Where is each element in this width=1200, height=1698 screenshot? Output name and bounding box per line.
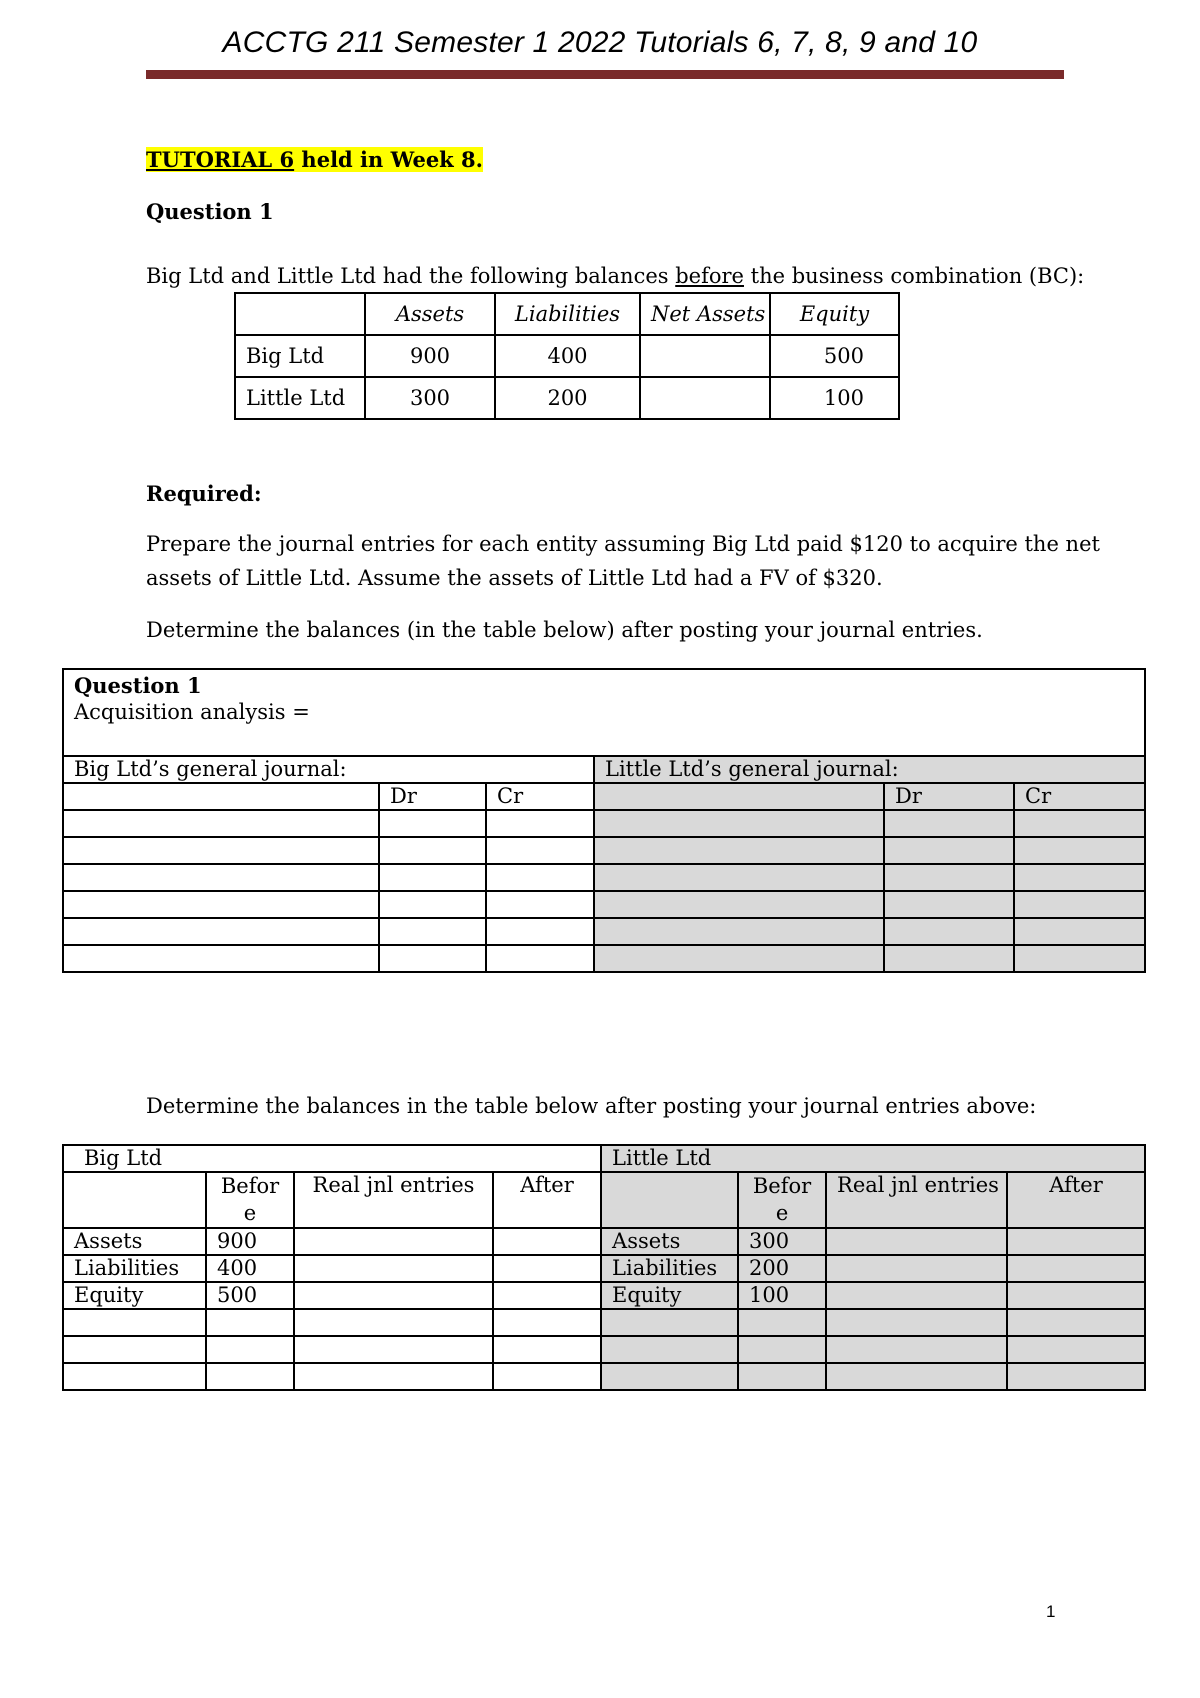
table-cell[interactable] (738, 1336, 826, 1363)
table-cell: Little Ltd (235, 377, 365, 419)
big-real-header: Real jnl entries (294, 1172, 493, 1228)
big-cr-header: Cr (486, 783, 594, 810)
table-cell[interactable] (594, 810, 884, 837)
table-cell[interactable] (493, 1228, 601, 1255)
table-cell[interactable] (1014, 837, 1145, 864)
table-cell[interactable] (294, 1336, 493, 1363)
big-journal-label: Big Ltd’s general journal: (63, 756, 594, 783)
table-cell[interactable] (379, 837, 486, 864)
page-number: 1 (1046, 1602, 1056, 1621)
big-ltd-label: Big Ltd (63, 1145, 601, 1172)
table-cell[interactable] (379, 945, 486, 972)
table-cell[interactable] (884, 918, 1014, 945)
table-cell[interactable] (738, 1309, 826, 1336)
table-cell[interactable] (826, 1228, 1007, 1255)
little-journal-label: Little Ltd’s general journal: (594, 756, 1145, 783)
table-cell: 900 (206, 1228, 294, 1255)
balances-before-table (234, 292, 900, 420)
table-cell: Equity (601, 1282, 738, 1309)
table-cell[interactable] (63, 918, 379, 945)
table-row (63, 891, 1145, 918)
table-cell[interactable] (826, 1336, 1007, 1363)
table-cell[interactable] (379, 918, 486, 945)
table-cell (63, 1172, 206, 1228)
table-cell[interactable] (294, 1255, 493, 1282)
table-cell[interactable] (63, 783, 379, 810)
journal-header-row (63, 783, 1145, 810)
table-cell[interactable] (884, 837, 1014, 864)
table-cell: Assets (63, 1228, 206, 1255)
table-header-row (235, 293, 899, 335)
table-row (63, 1255, 1145, 1282)
big-after-header: After (493, 1172, 601, 1228)
table-cell[interactable] (63, 1363, 206, 1390)
table-cell[interactable] (493, 1282, 601, 1309)
table-cell[interactable] (493, 1336, 601, 1363)
table-header-cell: Equity (770, 293, 899, 335)
header-rule (146, 70, 1064, 79)
table-cell[interactable] (206, 1309, 294, 1336)
journal-label-row (63, 756, 1145, 783)
table-cell[interactable] (1007, 1228, 1145, 1255)
table-row (63, 864, 1145, 891)
table-cell[interactable] (594, 837, 884, 864)
table-cell[interactable] (1007, 1336, 1145, 1363)
little-cr-header: Cr (1014, 783, 1145, 810)
table-cell[interactable] (294, 1363, 493, 1390)
table-cell: 900 (365, 335, 495, 377)
journal-question-heading: Question 1 (74, 673, 202, 698)
table-cell[interactable] (738, 1363, 826, 1390)
table-cell[interactable] (294, 1282, 493, 1309)
table-cell: 300 (365, 377, 495, 419)
required-line-3: Determine the balances (in the table below) after posting your journal entries. (146, 618, 983, 642)
table-cell: Liabilities (63, 1255, 206, 1282)
table-cell[interactable] (206, 1336, 294, 1363)
balances-after-intro: Determine the balances in the table below after posting your journal entries above: (146, 1094, 1037, 1118)
journal-table (62, 668, 1146, 973)
table-cell[interactable] (594, 783, 884, 810)
little-dr-header: Dr (884, 783, 1014, 810)
required-line-2: assets of Little Ltd. Assume the assets of Little Ltd had a FV of $320. (146, 566, 883, 590)
table-cell[interactable] (486, 810, 594, 837)
table-cell[interactable] (63, 945, 379, 972)
table-cell[interactable] (884, 864, 1014, 891)
table-row (63, 1309, 1145, 1336)
table-cell[interactable] (63, 810, 379, 837)
table-cell[interactable] (1007, 1282, 1145, 1309)
table-cell[interactable] (486, 945, 594, 972)
table-cell[interactable] (486, 918, 594, 945)
table-cell (601, 1172, 738, 1228)
table-cell: 300 (738, 1228, 826, 1255)
table-cell[interactable] (594, 891, 884, 918)
table-cell[interactable] (486, 891, 594, 918)
question-intro-pre: Big Ltd and Little Ltd had the following balances (146, 264, 676, 288)
table-cell[interactable] (63, 864, 379, 891)
table-header-cell: Assets (365, 293, 495, 335)
table-row (63, 837, 1145, 864)
table-cell: Equity (63, 1282, 206, 1309)
table-cell: 100 (770, 377, 899, 419)
table-row (63, 1282, 1145, 1309)
table-cell[interactable] (826, 1309, 1007, 1336)
table-cell[interactable] (63, 1309, 206, 1336)
table-cell: Liabilities (601, 1255, 738, 1282)
table-cell[interactable] (884, 810, 1014, 837)
table-cell[interactable] (63, 1336, 206, 1363)
table-cell[interactable] (1007, 1309, 1145, 1336)
tutorial-rest: held in Week 8. (294, 147, 483, 172)
table-row (63, 810, 1145, 837)
journal-title-row (63, 669, 1145, 756)
big-dr-header: Dr (379, 783, 486, 810)
table-cell[interactable] (206, 1363, 294, 1390)
table-cell[interactable] (1014, 918, 1145, 945)
table-cell[interactable] (379, 864, 486, 891)
table-row (63, 918, 1145, 945)
table-cell: 100 (738, 1282, 826, 1309)
table-cell[interactable] (379, 891, 486, 918)
table-cell[interactable] (826, 1255, 1007, 1282)
table-header-cell: Liabilities (495, 293, 640, 335)
table-cell: 500 (206, 1282, 294, 1309)
table-cell: 400 (495, 335, 640, 377)
table-row (63, 1228, 1145, 1255)
table-cell: 200 (738, 1255, 826, 1282)
balances-header-row (63, 1172, 1145, 1228)
table-cell[interactable] (486, 837, 594, 864)
table-cell (640, 335, 770, 377)
table-cell[interactable] (594, 918, 884, 945)
table-row (63, 1363, 1145, 1390)
table-cell[interactable] (826, 1282, 1007, 1309)
table-cell[interactable] (1007, 1255, 1145, 1282)
table-cell[interactable] (486, 864, 594, 891)
table-cell[interactable] (884, 891, 1014, 918)
table-cell: Big Ltd (235, 335, 365, 377)
table-cell[interactable] (294, 1309, 493, 1336)
question-intro (146, 262, 1084, 290)
little-before-header: Befor e (738, 1172, 826, 1228)
table-cell[interactable] (601, 1363, 738, 1390)
table-cell[interactable] (1007, 1363, 1145, 1390)
required-line-1: Prepare the journal entries for each entity assuming Big Ltd paid $120 to acquire the net (146, 532, 1100, 556)
journal-title-cell (63, 669, 1145, 756)
table-cell[interactable] (594, 864, 884, 891)
page-header-title: ACCTG 211 Semester 1 2022 Tutorials 6, 7, 8, 9 and 10 (222, 26, 978, 59)
table-cell[interactable] (493, 1255, 601, 1282)
table-cell: 200 (495, 377, 640, 419)
table-header-cell (235, 293, 365, 335)
table-cell[interactable] (63, 891, 379, 918)
table-cell[interactable] (63, 837, 379, 864)
tutorial-heading (146, 146, 483, 174)
table-cell: 400 (206, 1255, 294, 1282)
table-cell[interactable] (1014, 810, 1145, 837)
balances-label-row (63, 1145, 1145, 1172)
balances-after-table (62, 1144, 1146, 1391)
big-before-header: Befor e (206, 1172, 294, 1228)
table-cell[interactable] (884, 945, 1014, 972)
question-heading: Question 1 (146, 199, 274, 224)
little-after-header: After (1007, 1172, 1145, 1228)
table-cell[interactable] (1014, 945, 1145, 972)
table-row (63, 945, 1145, 972)
table-cell[interactable] (493, 1363, 601, 1390)
table-cell: 500 (770, 335, 899, 377)
table-row (235, 335, 899, 377)
table-row (235, 377, 899, 419)
table-cell[interactable] (1014, 891, 1145, 918)
table-cell[interactable] (1014, 864, 1145, 891)
table-cell[interactable] (601, 1309, 738, 1336)
table-cell[interactable] (601, 1336, 738, 1363)
table-cell (640, 377, 770, 419)
table-cell[interactable] (594, 945, 884, 972)
table-cell[interactable] (294, 1228, 493, 1255)
tutorial-word: TUTORIAL 6 (146, 147, 295, 172)
required-heading: Required: (146, 481, 262, 506)
little-ltd-label: Little Ltd (601, 1145, 1145, 1172)
acquisition-analysis-label: Acquisition analysis = (74, 700, 310, 724)
little-real-header: Real jnl entries (826, 1172, 1007, 1228)
question-intro-post: the business combination (BC): (743, 264, 1085, 288)
table-row (63, 1336, 1145, 1363)
table-header-cell: Net Assets (640, 293, 770, 335)
table-cell: Assets (601, 1228, 738, 1255)
table-cell[interactable] (493, 1309, 601, 1336)
table-cell[interactable] (826, 1363, 1007, 1390)
question-intro-underlined: before (675, 264, 744, 288)
table-cell[interactable] (379, 810, 486, 837)
